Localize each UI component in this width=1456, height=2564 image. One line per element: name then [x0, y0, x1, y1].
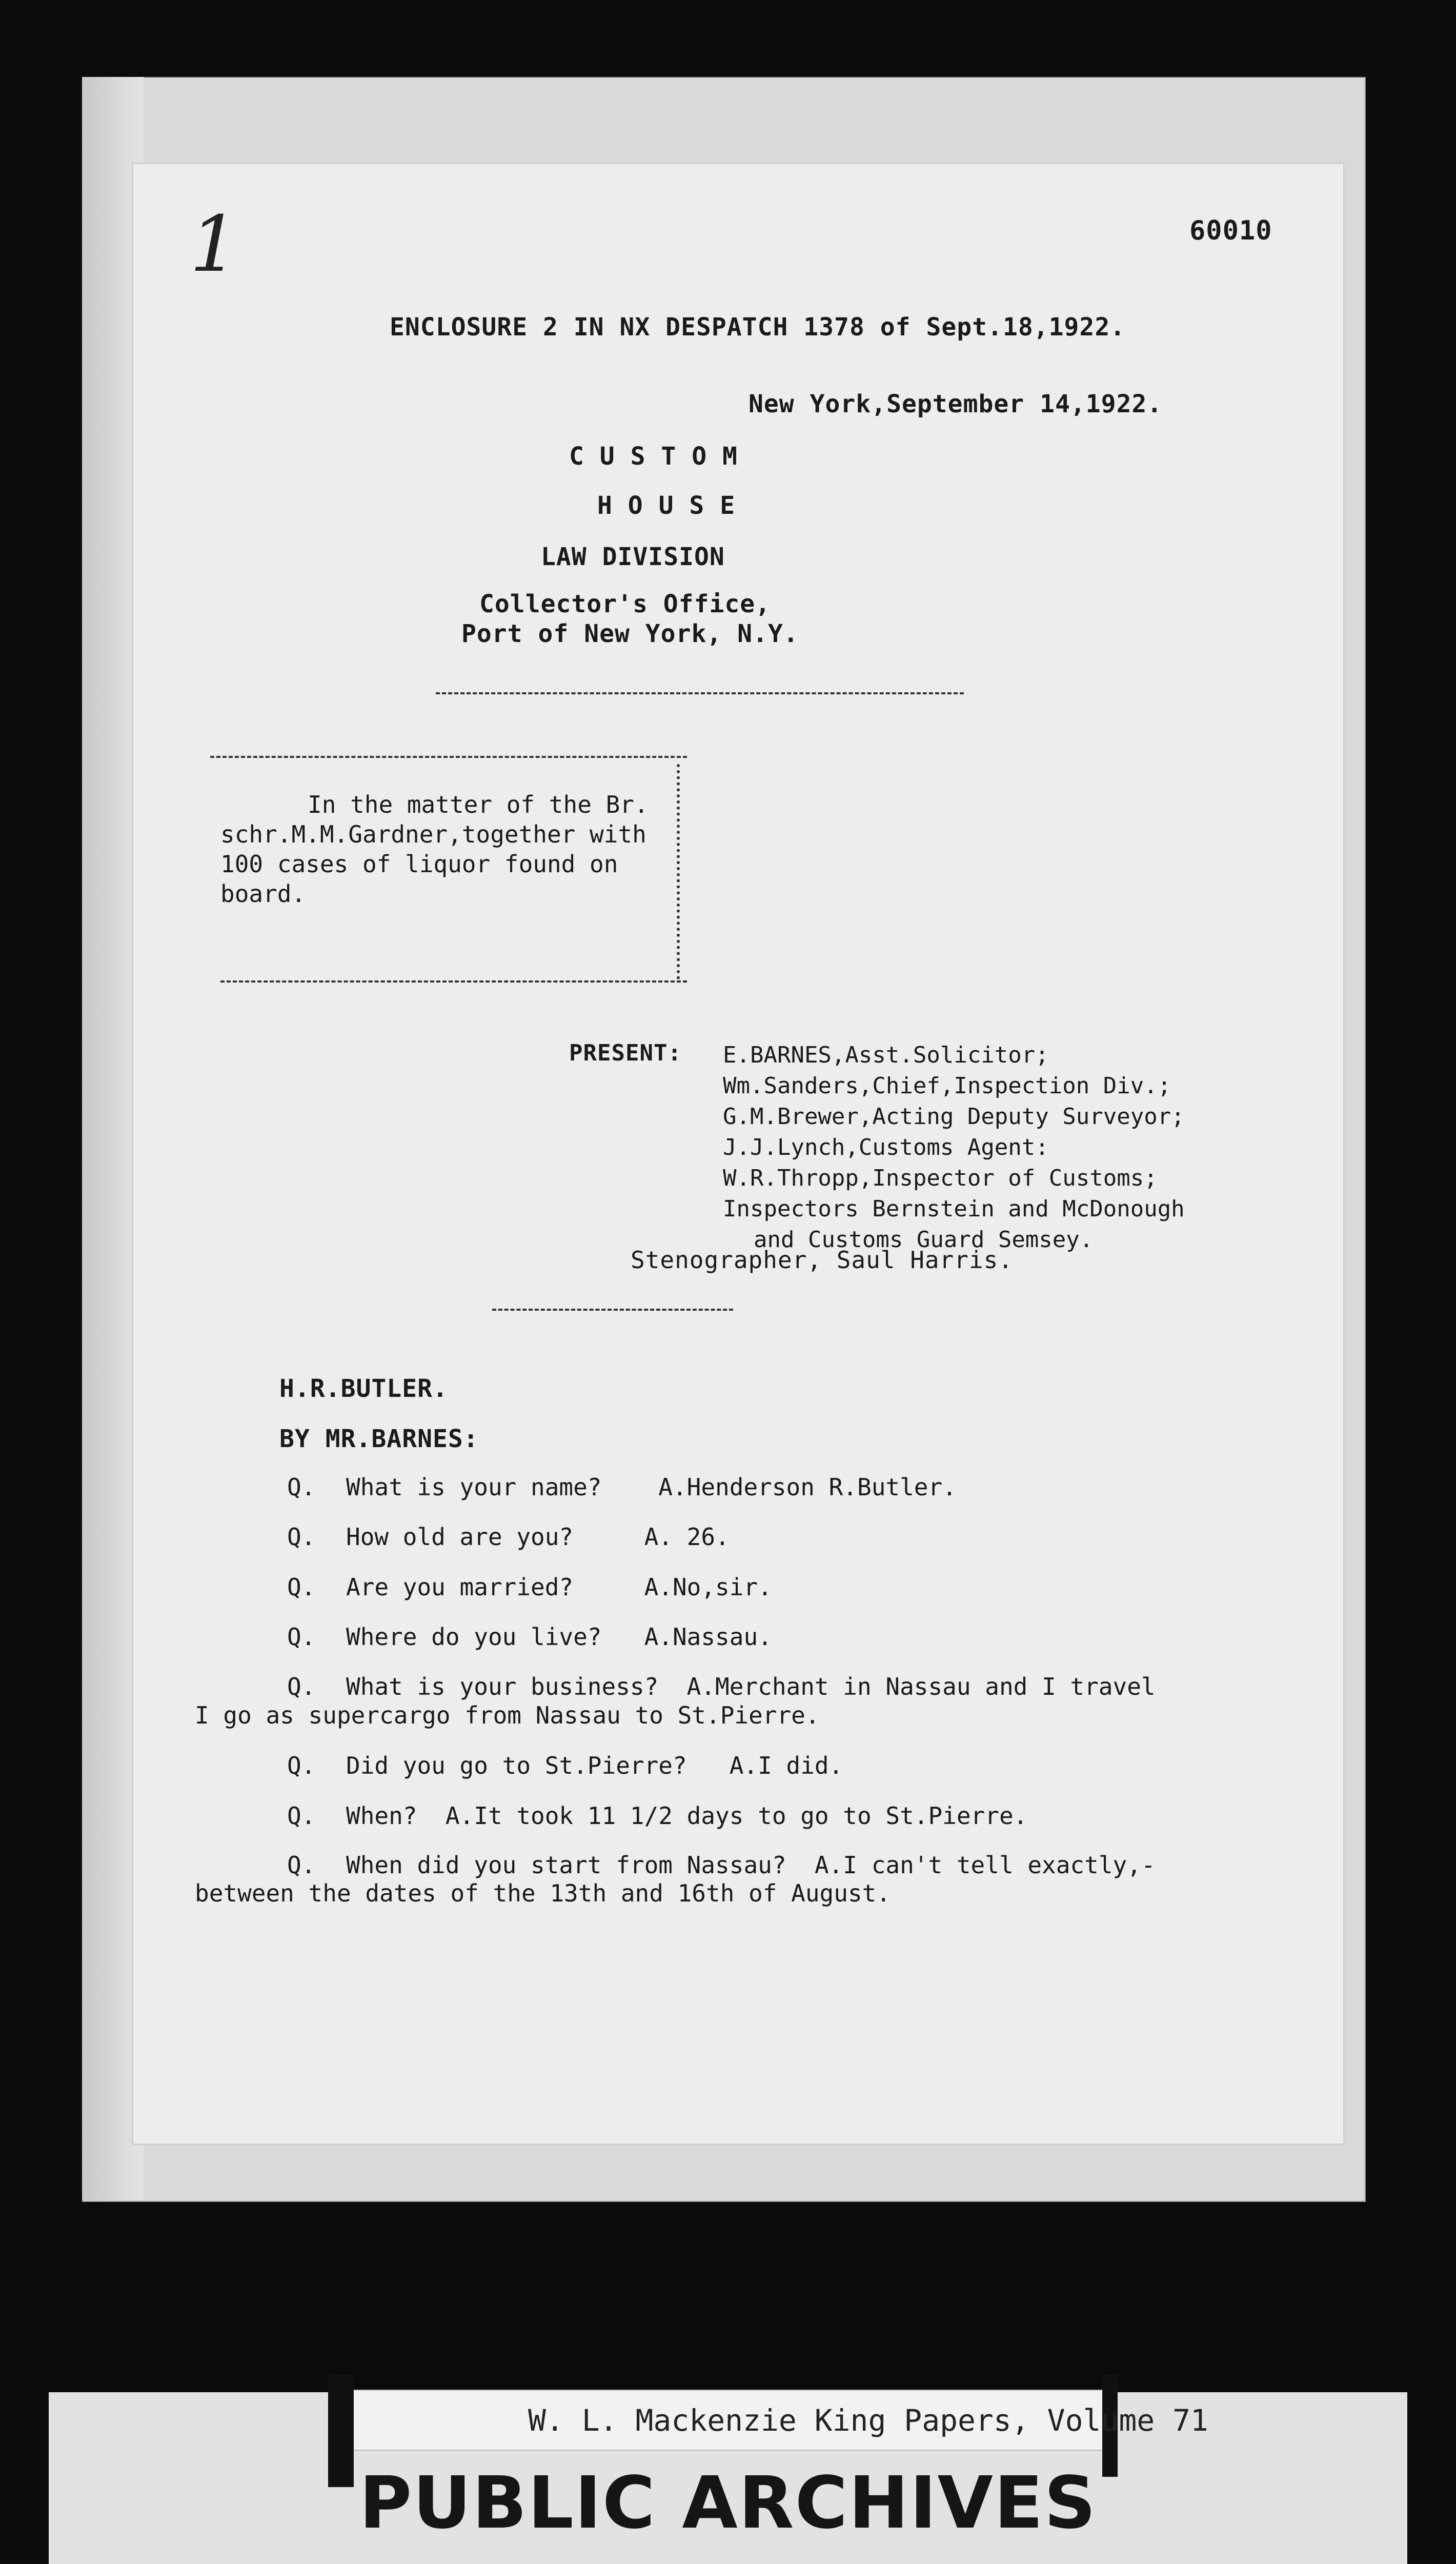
qa-text: How old are you? A. 26. [346, 1523, 730, 1551]
case-caption: In the matter of the Br. schr.M.M.Gardner,together with 100 cases of liquor found on board. [220, 791, 649, 908]
present-line: J.J.Lynch,Customs Agent: [723, 1134, 1049, 1160]
present-line: Inspectors Bernstein and McDonough [723, 1196, 1185, 1222]
qa-text: When did you start from Nassau? A.I can't tell exactly,- [346, 1851, 1156, 1879]
qa-text: Are you married? A.No,sir. [346, 1573, 772, 1601]
qa-text: between the dates of the 13th and 16th of August. [195, 1879, 891, 1907]
letterhead-port: Port of New York, N.Y. [461, 619, 799, 648]
present-line: W.R.Thropp,Inspector of Customs; [723, 1165, 1158, 1191]
question-marker: Q. [287, 1523, 316, 1551]
letterhead-house: H O U S E [597, 491, 736, 520]
question-marker: Q. [287, 1473, 316, 1501]
handwritten-mark: 1 [190, 200, 239, 289]
present-label: PRESENT: [569, 1040, 682, 1066]
archive-title-en: PUBLIC ARCHIVES [359, 2461, 1097, 2545]
question-marker: Q. [287, 1851, 316, 1879]
qa-text: What is your business? A.Merchant in Nassau and I travel [346, 1673, 1156, 1700]
present-divider [492, 1309, 733, 1311]
caption-box-bottom [220, 980, 687, 983]
present-line: G.M.Brewer,Acting Deputy Surveyor; [723, 1104, 1185, 1130]
stenographer: Stenographer, Saul Harris. [631, 1246, 1014, 1274]
archive-reference: W. L. Mackenzie King Papers, Volume 71 [528, 2403, 1208, 2438]
present-list [723, 1040, 1185, 1255]
question-marker: Q. [287, 1573, 316, 1601]
qa-text: What is your name? A.Henderson R.Butler. [346, 1473, 957, 1501]
present-line: and Customs Guard Semsey. [754, 1227, 1094, 1253]
witness-name: H.R.BUTLER. [279, 1374, 448, 1403]
letterhead-custom: C U S T O M [569, 442, 738, 471]
date-line: New York,September 14,1922. [749, 390, 1163, 418]
header-divider [436, 692, 964, 694]
letterhead-office: Collector's Office, [479, 590, 771, 618]
question-marker: Q. [287, 1673, 316, 1700]
question-marker: Q. [287, 1802, 316, 1830]
qa-text: I go as supercargo from Nassau to St.Pierre. [195, 1701, 820, 1729]
question-marker: Q. [287, 1623, 316, 1651]
qa-text: Did you go to St.Pierre? A.I did. [346, 1752, 843, 1779]
letterhead-division: LAW DIVISION [541, 543, 725, 571]
present-line: Wm.Sanders,Chief,Inspection Div.; [723, 1073, 1171, 1099]
page-number: 60010 [1189, 215, 1272, 246]
examiner: BY MR.BARNES: [279, 1425, 479, 1453]
qa-text: Where do you live? A.Nassau. [346, 1623, 772, 1651]
present-line: E.BARNES,Asst.Solicitor; [723, 1042, 1049, 1068]
enclosure-line: ENCLOSURE 2 IN NX DESPATCH 1378 of Sept.18,1922. [390, 313, 1126, 342]
qa-text: When? A.It took 11 1/2 days to go to St.Pierre. [346, 1802, 1028, 1830]
caption-box-top [210, 756, 687, 758]
question-marker: Q. [287, 1752, 316, 1779]
caption-box-side [677, 764, 680, 979]
